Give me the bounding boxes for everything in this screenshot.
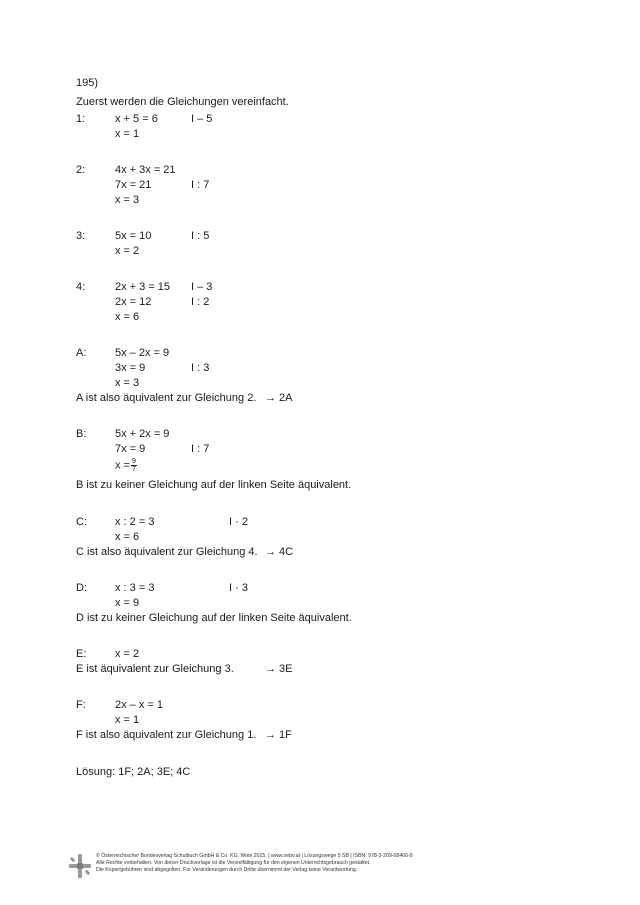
eq2-step-2: 7x = 21 — [115, 179, 152, 191]
eqC-operation-1: I · 2 — [229, 516, 248, 528]
footer-fees: Die Kopiergebühren sind abgegolten. Für Veränderungen durch Dritte übernimmt der Verlag keine Verantwortung. — [96, 867, 358, 873]
eq1-step-2: x = 1 — [115, 128, 140, 140]
eqB-conclusion: B ist zu keiner Gleichung auf der linken Seite äquivalent. — [76, 479, 352, 491]
intro-text: Zuerst werden die Gleichungen vereinfacht. — [76, 96, 289, 108]
eqC-step-2: x = 6 — [115, 531, 140, 543]
eq4-step-2: 2x = 12 — [115, 296, 152, 308]
eqC-result: → 4C — [265, 546, 294, 558]
eqC-conclusion: C ist also äquivalent zur Gleichung 4. — [76, 546, 258, 558]
footer-rights: Alle Rechte vorbehalten. Von dieser Druckvorlage ist die Vervielfältigung für den eigenen Unterrichtsgebrauch gestattet. — [96, 860, 371, 866]
footer-copyright: © Österreichischer Bundesverlag Schulbuch GmbH & Co. KG, Wien 2015. | www.oebv.at | Lösungswege 5 SB | ISBN: 978-3-209-08466-8 — [96, 853, 413, 859]
eqD-step-1: x : 3 = 3 — [115, 582, 155, 594]
eq3-step-2: x = 2 — [115, 245, 140, 257]
eqD-step-2: x = 9 — [115, 597, 140, 609]
exercise-number: 195) — [76, 77, 99, 89]
eqA-step-2: 3x = 9 — [115, 362, 146, 374]
eqB-step-1: 5x + 2x = 9 — [115, 428, 170, 440]
eqC-label: C: — [76, 516, 87, 528]
eq4-operation-2: I : 2 — [191, 296, 210, 308]
page-footer — [96, 853, 576, 874]
eqD-operation-1: I · 3 — [229, 582, 248, 594]
eqE-result: → 3E — [265, 663, 293, 675]
eq1-step-1: x + 5 = 6 — [115, 113, 158, 125]
eqB-label: B: — [76, 428, 87, 440]
eqE-step-1: x = 2 — [115, 648, 140, 660]
eqB-step-2: 7x = 9 — [115, 443, 146, 455]
eqA-step-1: 5x – 2x = 9 — [115, 347, 170, 359]
eqB-step-3 — [115, 458, 137, 473]
eqF-step-2: x = 1 — [115, 714, 140, 726]
eq1-label: 1: — [76, 113, 86, 125]
eq4-step-3: x = 6 — [115, 311, 140, 323]
eqC-step-1: x : 2 = 3 — [115, 516, 155, 528]
eq2-operation-2: I : 7 — [191, 179, 210, 191]
eqE-conclusion: E ist äquivalent zur Gleichung 3. — [76, 663, 234, 675]
eqE-label: E: — [76, 648, 87, 660]
eqA-operation-2: I : 3 — [191, 362, 210, 374]
publisher-logo-icon — [68, 853, 92, 879]
eq2-step-1: 4x + 3x = 21 — [115, 164, 176, 176]
eqF-label: F: — [76, 699, 86, 711]
eqB-fraction-numerator: 9 — [131, 458, 136, 465]
eq3-step-1: 5x = 10 — [115, 230, 152, 242]
eqB-step-3-prefix: x = — [115, 459, 130, 472]
eqA-label: A: — [76, 347, 87, 359]
eqD-conclusion: D ist zu keiner Gleichung auf der linken Seite äquivalent. — [76, 612, 352, 624]
eqF-conclusion: F ist also äquivalent zur Gleichung 1. — [76, 729, 257, 741]
eq2-label: 2: — [76, 164, 86, 176]
eq4-label: 4: — [76, 281, 86, 293]
eqB-fraction-denominator: 7 — [131, 466, 136, 473]
eq4-operation-1: I – 3 — [191, 281, 213, 293]
eqF-result: → 1F — [265, 729, 292, 741]
eqB-fraction — [131, 458, 137, 473]
eqD-label: D: — [76, 582, 87, 594]
eq2-step-3: x = 3 — [115, 194, 140, 206]
eqA-result: → 2A — [265, 392, 293, 404]
eq1-operation-1: I – 5 — [191, 113, 213, 125]
eq3-operation-1: I : 5 — [191, 230, 210, 242]
eqA-conclusion: A ist also äquivalent zur Gleichung 2. — [76, 392, 257, 404]
eq3-label: 3: — [76, 230, 86, 242]
eq4-step-1: 2x + 3 = 15 — [115, 281, 171, 293]
eqF-step-1: 2x – x = 1 — [115, 699, 164, 711]
solution-text: Lösung: 1F; 2A; 3E; 4C — [76, 766, 191, 778]
eqB-operation-2: I : 7 — [191, 443, 210, 455]
eqA-step-3: x = 3 — [115, 377, 140, 389]
